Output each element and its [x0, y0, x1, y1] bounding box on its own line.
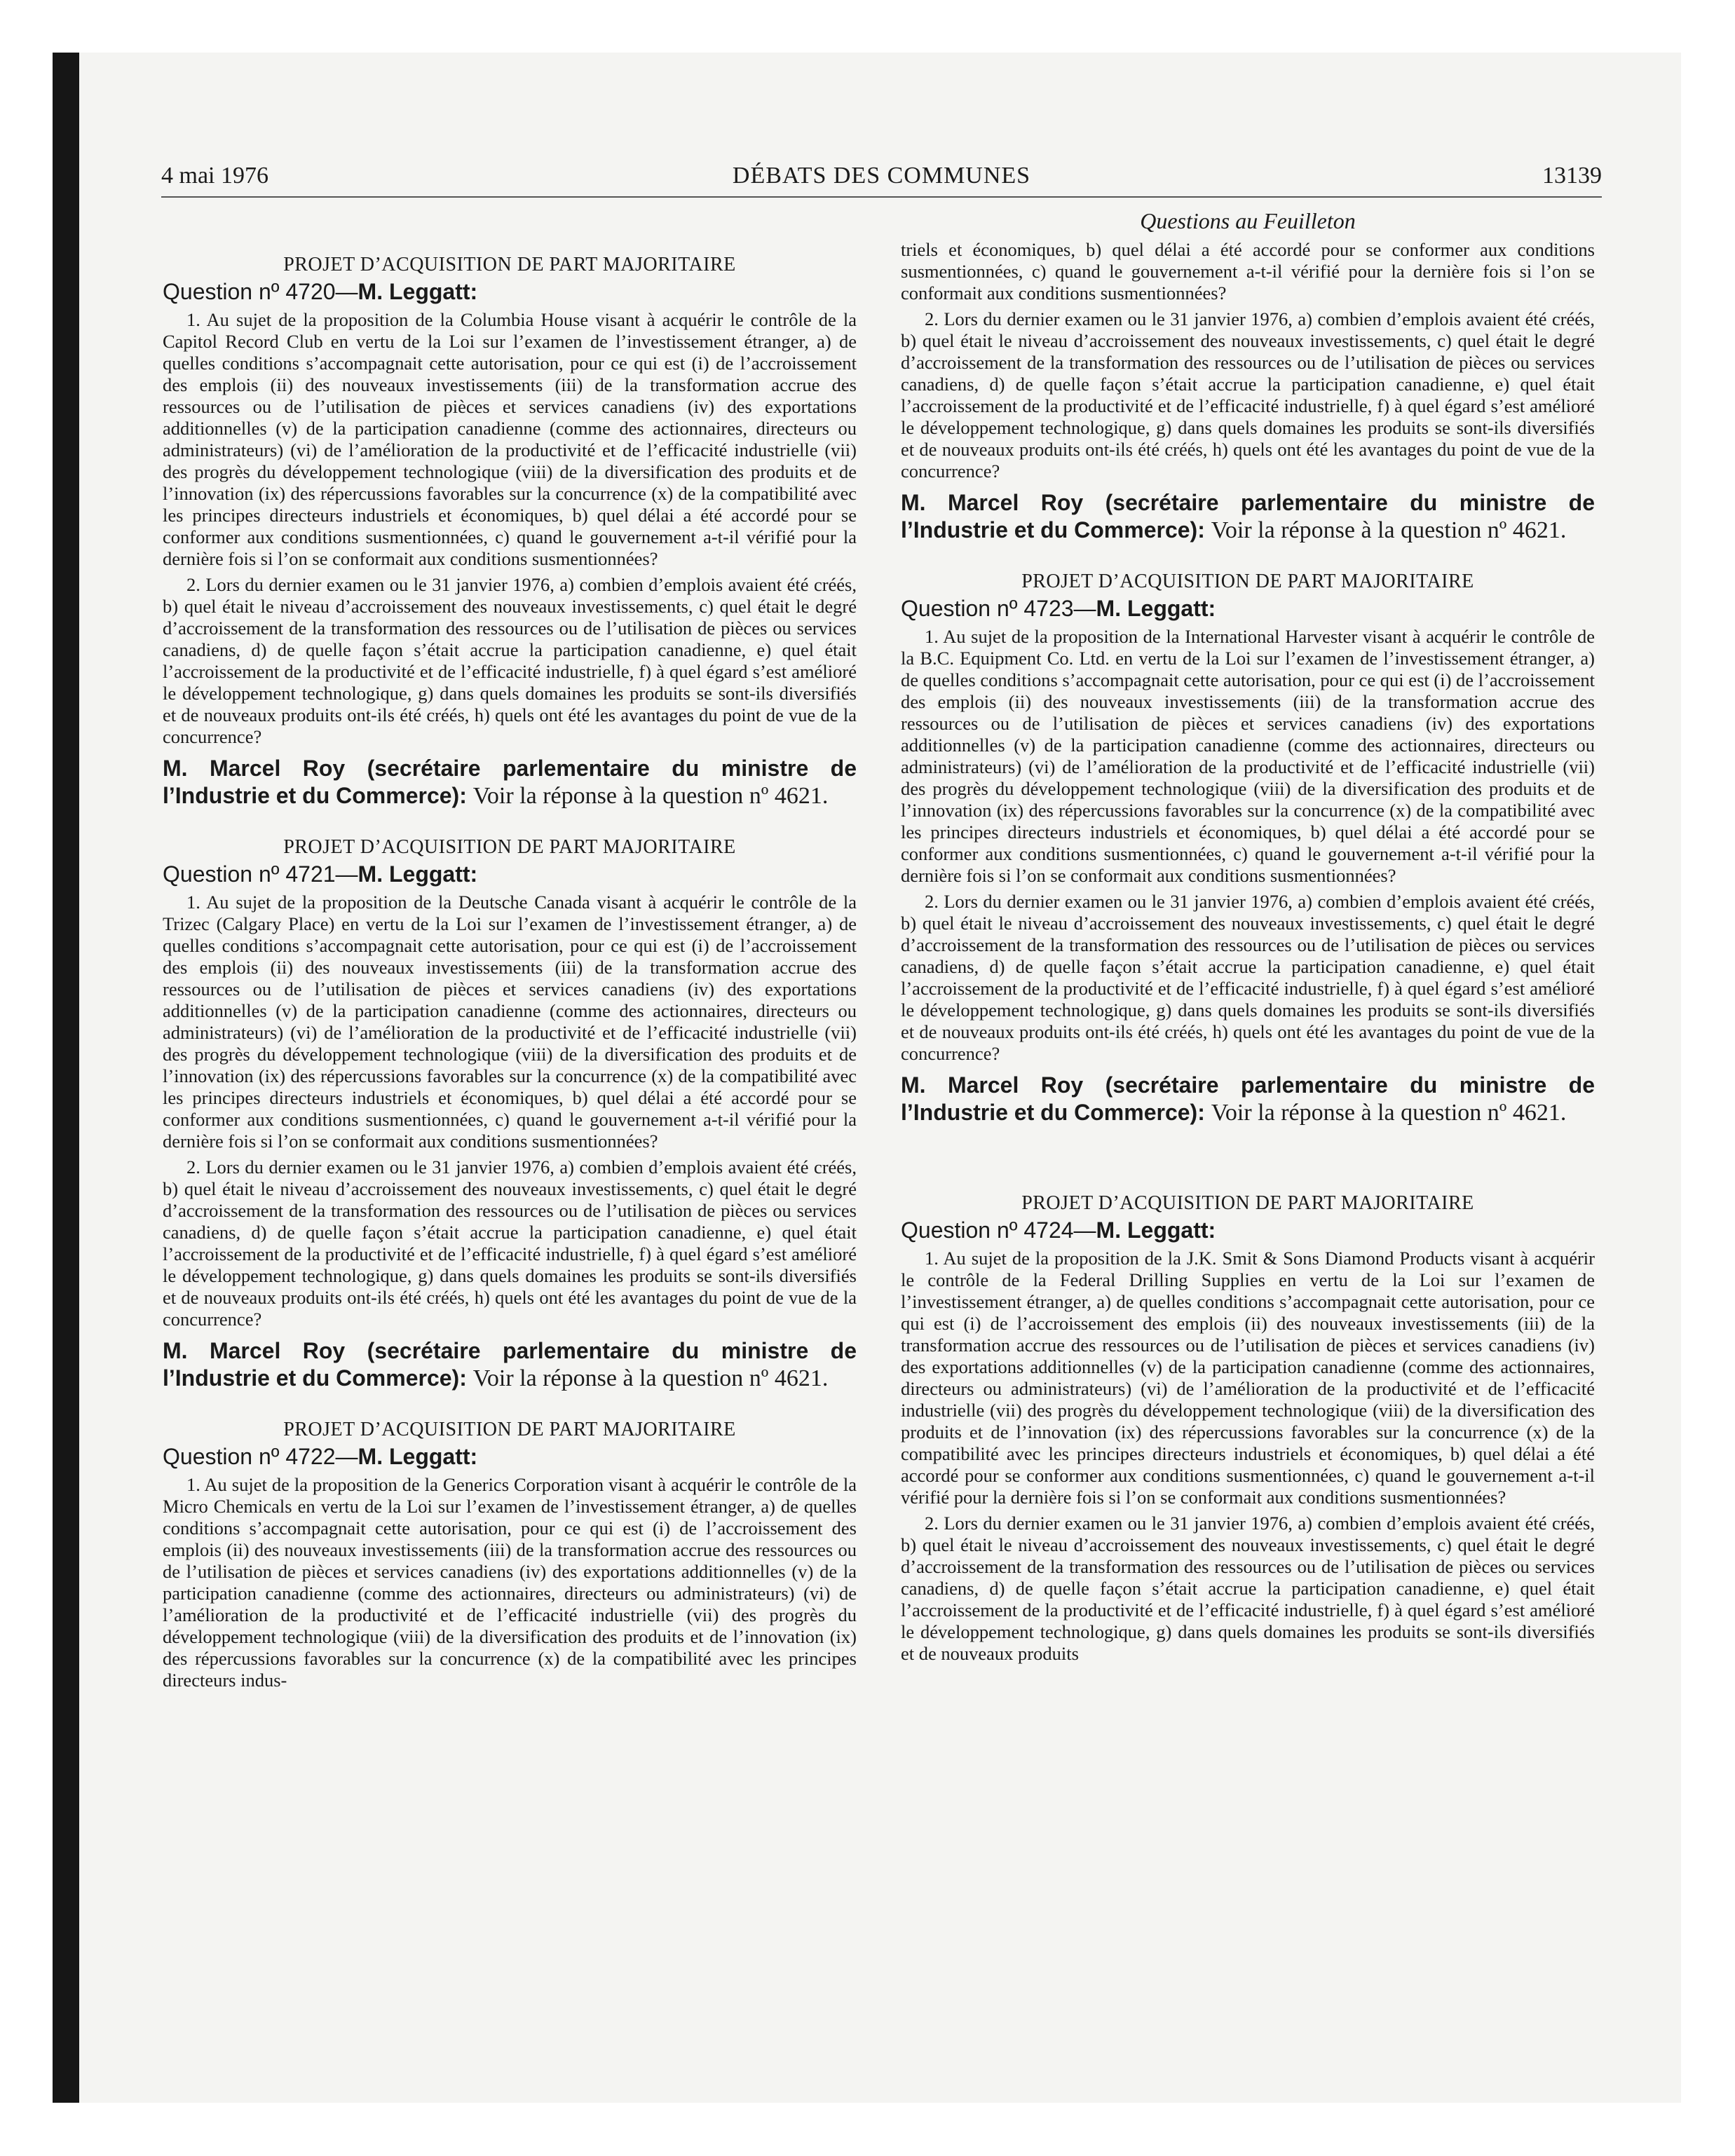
question-paragraph: 1. Au sujet de la proposition de la International Harvester visant à acquérir le contrôle de la B.C. Equipment Co. Ltd. en vertu de la Loi sur l’examen de l’investissement étranger, a) de quelles conditions s’accompagnait cette autorisation, pour ce qui est (i) de l’accroissement des emplois (ii) des nouveaux investissements (iii) de la transformation accrue des ressources ou de l’utilisation de pièces et services canadiens (iv) des exportations additionnelles (v) de la participation canadienne (comme des actionnaires, directeurs ou administrateurs) (vi) de l’amélioration de la productivité et de l’efficacité industrielle (vii) des progrès du développement technologique (viii) de la diversification des produits et de l’innovation (ix) des répercussions favorables sur la concurrence (x) de la compatibilité avec les principes directeurs industriels et économiques, b) quel délai a été accordé pour se conformer aux conditions susmentionnées, c) quand le gouvernement a-t-il vérifié pour la dernière fois si l’on se conformait aux conditions susmentionnées?: [901, 626, 1595, 886]
page-header: [161, 163, 1602, 198]
answer-paragraph: [901, 1072, 1595, 1126]
question-asker: M. Leggatt:: [358, 861, 478, 887]
question-block-4720: [163, 254, 857, 810]
answer-reply: Voir la réponse à la question nº 4621.: [472, 783, 829, 809]
scan-edge-bar: [53, 53, 79, 2103]
question-paragraph: 1. Au sujet de la proposition de la Columbia House visant à acquérir le contrôle de la Capitol Record Club en vertu de la Loi sur l’examen de l’investissement étranger, a) de quelles conditions s’accompagnait cette autorisation, pour ce qui est (i) de l’accroissement des emplois (ii) des nouveaux investissements (iii) de la transformation accrue des ressources ou de l’utilisation de pièces et services canadiens (iv) des exportations additionnelles (v) de la participation canadienne (comme des actionnaires, directeurs ou administrateurs) (vi) de l’amélioration de la productivité et de l’efficacité industrielle (vii) des progrès du développement technologique (viii) de la diversification des produits et de l’innovation (ix) des répercussions favorables sur la concurrence (x) de la compatibilité avec les principes directeurs industriels et économiques, b) quel délai a été accordé pour se conformer aux conditions susmentionnées, c) quand le gouvernement a-t-il vérifié pour la dernière fois si l’on se conformait aux conditions susmentionnées?: [163, 309, 857, 569]
question-line: [901, 595, 1595, 622]
section-label: Questions au Feuilleton: [1140, 208, 1356, 233]
left-column: [163, 254, 857, 1711]
right-column: [901, 210, 1595, 1684]
question-paragraph: 2. Lors du dernier examen ou le 31 janvier 1976, a) combien d’emplois avaient été créés, b) quel était le niveau d’accroissement des nouveaux investissements, c) quel était le degré d’accroissement de la transformation des ressources ou de l’utilisation de pièces ou services canadiens, d) de quelle façon s’était accrue la participation canadienne, e) quel était l’accroissement de la productivité et de l’efficacité industrielle, f) à quel égard s’est amélioré le développement technologique, g) dans quels domaines les produits se sont-ils diversifiés et de nouveaux produits ont-ils été créés, h) quels ont été les avantages du point de vue de la concurrence?: [163, 574, 857, 747]
question-block-4723: [901, 571, 1595, 1126]
answer-speaker: M. Marcel Roy (secrétaire parlementaire du ministre de l’Industrie et du Commerce):: [163, 1338, 857, 1391]
section-heading: PROJET D’ACQUISITION DE PART MAJORITAIRE: [283, 254, 736, 275]
question-asker: M. Leggatt:: [358, 279, 478, 304]
spacer: [901, 1153, 1595, 1192]
question-line: [163, 278, 857, 305]
question-number: Question nº 4722—: [163, 1444, 358, 1469]
question-paragraph: 2. Lors du dernier examen ou le 31 janvier 1976, a) combien d’emplois avaient été créés, b) quel était le niveau d’accroissement des nouveaux investissements, c) quel était le degré d’accroissement de la transformation des ressources ou de l’utilisation de pièces ou services canadiens, d) de quelle façon s’était accrue la participation canadienne, e) quel était l’accroissement de la productivité et de l’efficacité industrielle, f) à quel égard s’est amélioré le développement technologique, g) dans quels domaines les produits se sont-ils diversifiés et de nouveaux produits ont-ils été créés, h) quels ont été les avantages du point de vue de la concurrence?: [901, 891, 1595, 1064]
answer-speaker: M. Marcel Roy (secrétaire parlementaire du ministre de l’Industrie et du Commerce):: [901, 490, 1595, 543]
question-line: [163, 1443, 857, 1470]
question-number: Question nº 4724—: [901, 1217, 1096, 1243]
question-block-4724: [901, 1192, 1595, 1665]
section-heading: PROJET D’ACQUISITION DE PART MAJORITAIRE: [1021, 571, 1474, 592]
header-page-number: 13139: [1542, 163, 1602, 189]
question-block-4721: [163, 836, 857, 1392]
question-asker: M. Leggatt:: [1096, 1217, 1216, 1243]
answer-paragraph: [163, 1337, 857, 1392]
answer-reply: Voir la réponse à la question nº 4621.: [472, 1365, 829, 1391]
section-heading: PROJET D’ACQUISITION DE PART MAJORITAIRE: [1021, 1192, 1474, 1214]
header-date: 4 mai 1976: [161, 163, 268, 189]
question-paragraph: 1. Au sujet de la proposition de la Generics Corporation visant à acquérir le contrôle de la Micro Chemicals en vertu de la Loi sur l’examen de l’investissement étranger, a) de quelles conditions s’accompagnait cette autorisation, pour ce qui est (i) de l’accroissement des emplois (ii) des nouveaux investissements (iii) de la transformation accrue des ressources ou de l’utilisation de pièces et services canadiens (iv) des exportations additionnelles (v) de la participation canadienne (comme des actionnaires, directeurs ou administrateurs) (vi) de l’amélioration de la productivité et de l’efficacité industrielle (vii) des progrès du développement technologique (viii) de la diversification des produits et de l’innovation (ix) des répercussions favorables sur la concurrence (x) de la compatibilité avec les principes directeurs indus-: [163, 1474, 857, 1691]
question-line: [163, 861, 857, 887]
question-paragraph: 2. Lors du dernier examen ou le 31 janvier 1976, a) combien d’emplois avaient été créés, b) quel était le niveau d’accroissement des nouveaux investissements, c) quel était le degré d’accroissement de la transformation des ressources ou de l’utilisation de pièces ou services canadiens, d) de quelle façon s’était accrue la participation canadienne, e) quel était l’accroissement de la productivité et de l’efficacité industrielle, f) à quel égard s’est amélioré le développement technologique, g) dans quels domaines les produits se sont-ils diversifiés et de nouveaux produits ont-ils été créés, h) quels ont été les avantages du point de vue de la concurrence?: [901, 308, 1595, 482]
question-paragraph: 1. Au sujet de la proposition de la Deutsche Canada visant à acquérir le contrôle de la Trizec (Calgary Place) en vertu de la Loi sur l’examen de l’investissement étranger, a) de quelles conditions s’accompagnait cette autorisation, pour ce qui est (i) de l’accroissement des emplois (ii) des nouveaux investissements (iii) de la transformation accrue des ressources ou de l’utilisation de pièces et services canadiens (iv) des exportations additionnelles (v) de la participation canadienne (comme des actionnaires, directeurs ou administrateurs) (vi) de l’amélioration de la productivité et de l’efficacité industrielle (vii) des progrès du développement technologique (viii) de la diversification des produits et de l’innovation (ix) des répercussions favorables sur la concurrence (x) de la compatibilité avec les principes directeurs industriels et économiques, b) quel délai a été accordé pour se conformer aux conditions susmentionnées, c) quand le gouvernement a-t-il vérifié pour la dernière fois si l’on se conformait aux conditions susmentionnées?: [163, 892, 857, 1152]
answer-paragraph: [901, 489, 1595, 544]
question-number: Question nº 4721—: [163, 861, 358, 887]
question-paragraph: 1. Au sujet de la proposition de la J.K. Smit & Sons Diamond Products visant à acquérir le contrôle de la Federal Drilling Supplies en vertu de la Loi sur l’examen de l’investissement étranger, a) de quelles conditions s’accompagnait cette autorisation, pour ce qui est (i) de l’accroissement des emplois (ii) des nouveaux investissements (iii) de la transformation accrue des ressources ou de l’utilisation de pièces et services canadiens (iv) des exportations additionnelles (v) de la participation canadienne (comme des actionnaires, directeurs ou administrateurs) (vi) de l’amélioration de la productivité et de l’efficacité industrielle (vii) des progrès du développement technologique (viii) de la diversification des produits et de l’innovation (ix) des répercussions favorables sur la concurrence (x) de la compatibilité avec les principes directeurs industriels et économiques, b) quel délai a été accordé pour se conformer aux conditions susmentionnées, c) quand le gouvernement a-t-il vérifié pour la dernière fois si l’on se conformait aux conditions susmentionnées?: [901, 1248, 1595, 1508]
section-heading: PROJET D’ACQUISITION DE PART MAJORITAIRE: [283, 1419, 736, 1440]
question-block-4722-continued: [901, 239, 1595, 544]
question-number: Question nº 4723—: [901, 596, 1096, 621]
question-paragraph: 2. Lors du dernier examen ou le 31 janvier 1976, a) combien d’emplois avaient été créés, b) quel était le niveau d’accroissement des nouveaux investissements, c) quel était le degré d’accroissement de la transformation des ressources ou de l’utilisation de pièces ou services canadiens, d) de quelle façon s’était accrue la participation canadienne, e) quel était l’accroissement de la productivité et de l’efficacité industrielle, f) à quel égard s’est amélioré le développement technologique, g) dans quels domaines les produits se sont-ils diversifiés et de nouveaux produits ont-ils été créés, h) quels ont été les avantages du point de vue de la concurrence?: [163, 1157, 857, 1330]
question-number: Question nº 4720—: [163, 279, 358, 304]
question-asker: M. Leggatt:: [1096, 596, 1216, 621]
question-paragraph-continued: triels et économiques, b) quel délai a été accordé pour se conformer aux conditions susmentionnées, c) quand le gouvernement a-t-il vérifié pour la dernière fois si l’on se conformait aux conditions susmentionnées?: [901, 239, 1595, 303]
question-block-4722: [163, 1419, 857, 1691]
answer-speaker: M. Marcel Roy (secrétaire parlementaire du ministre de l’Industrie et du Commerce):: [163, 756, 857, 808]
question-asker: M. Leggatt:: [358, 1444, 478, 1469]
header-title: DÉBATS DES COMMUNES: [732, 163, 1031, 189]
answer-reply: Voir la réponse à la question nº 4621.: [1211, 517, 1567, 543]
question-paragraph: 2. Lors du dernier examen ou le 31 janvier 1976, a) combien d’emplois avaient été créés, b) quel était le niveau d’accroissement des nouveaux investissements, c) quel était le degré d’accroissement de la transformation des ressources ou de l’utilisation de pièces ou services canadiens, d) de quelle façon s’était accrue la participation canadienne, e) quel était l’accroissement de la productivité et de l’efficacité industrielle, f) à quel égard s’est amélioré le développement technologique, g) dans quels domaines les produits se sont-ils diversifiés et de nouveaux produits: [901, 1513, 1595, 1664]
answer-speaker: M. Marcel Roy (secrétaire parlementaire du ministre de l’Industrie et du Commerce):: [901, 1072, 1595, 1125]
answer-paragraph: [163, 755, 857, 810]
question-line: [901, 1217, 1595, 1243]
section-heading: PROJET D’ACQUISITION DE PART MAJORITAIRE: [283, 836, 736, 858]
answer-reply: Voir la réponse à la question nº 4621.: [1211, 1100, 1567, 1126]
